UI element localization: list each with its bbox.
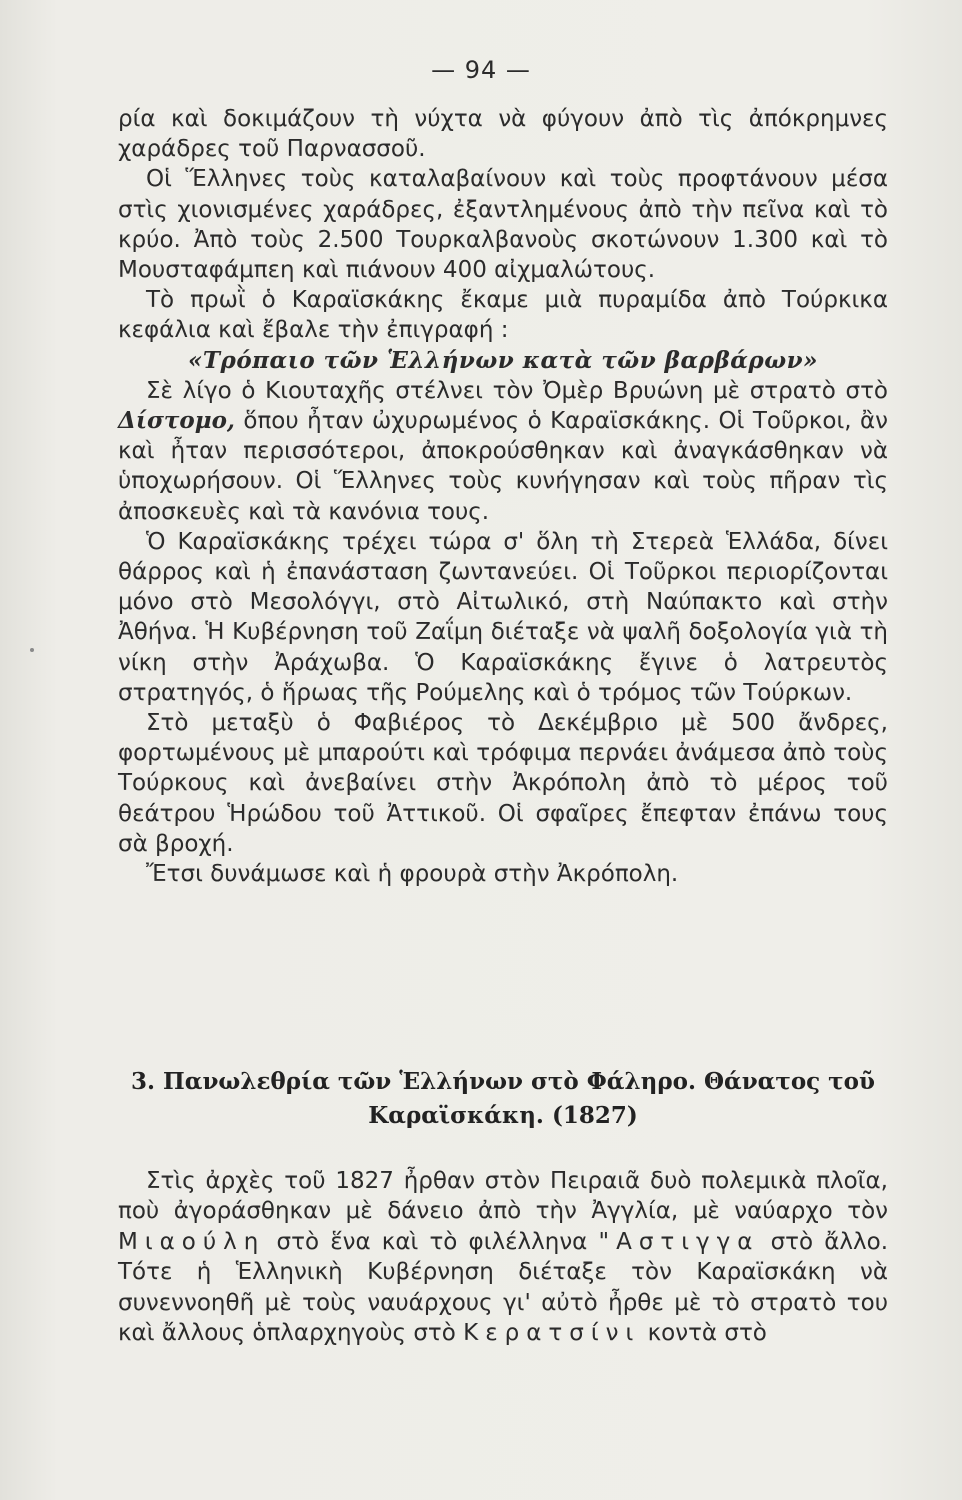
- section-text-a: Στὶς ἀρχὲς τοῦ 1827 ἦρθαν στὸν Πειραιᾶ δυὸ πολεμικὰ πλοῖα, ποὺ ἀγοράσθηκαν μὲ δάνειο ἀπὸ τὴν Ἀγγλία, μὲ ναύαρχο τὸν: [118, 1168, 888, 1225]
- section-body-text: [118, 1166, 888, 1348]
- section-heading: [118, 1065, 888, 1133]
- body-text: [118, 104, 888, 889]
- section-text-b: στὸ ἕνα καὶ τὸ φιλέλληνα: [276, 1228, 588, 1255]
- section-paragraph-1: [118, 1166, 888, 1348]
- paragraph-5: Ὁ Καραϊσκάκης τρέχει τώρα σ' ὅλη τὴ Στερεὰ Ἑλλάδα, δίνει θάρρος καὶ ἡ ἐπανάσταση ζωντανεύει. Οἱ Τοῦρκοι περιορίζονται μόνο στὸ Μεσολόγγι, στὸ Αἰτωλικό, στὴ Ναύπακτο καὶ στὴν Ἀθήνα. Ἡ Κυβέρνηση τοῦ Ζαΐμη διέταξε νὰ ψαλῆ δοξολογία γιὰ τὴ νίκη στὴν Ἀράχωβα. Ὁ Καραϊσκάκης ἔγινε ὁ λατρευτὸς στρατηγός, ὁ ἥρωας τῆς Ρούμελης καὶ ὁ τρόμος τῶν Τούρκων.: [118, 528, 888, 706]
- section-heading-line-2: Καραϊσκάκη. (1827): [368, 1102, 638, 1129]
- paragraph-7: Ἔτσι δυνάμωσε καὶ ἡ φρουρὰ στὴν Ἀκρόπολη.: [146, 861, 679, 888]
- paragraph-2: Οἱ Ἕλληνες τοὺς καταλαβαίνουν καὶ τοὺς προφτάνουν μέσα στὶς χιονισμένες χαράδρες, ἐξαντλημένους ἀπὸ τὴν πεῖνα καὶ τὸ κρύο. Ἀπὸ τοὺς 2.500 Τουρκαλβανοὺς σκοτώνουν 1.300 καὶ τὸ Μουσταφάμπεη καὶ πιάνουν 400 αἰχμαλώτους.: [118, 166, 888, 284]
- paragraph-4-start: Σὲ λίγο ὁ Κιουταχῆς στέλνει τὸν Ὀμὲρ Βρυώνη μὲ στρατὸ στὸ: [146, 377, 888, 404]
- margin-mark: [30, 648, 34, 652]
- section-heading-line-1: 3. Πανωλεθρία τῶν Ἑλλήνων στὸ Φάληρο. Θάνατος τοῦ: [131, 1068, 875, 1095]
- name-miaoulis: Μιαούλη: [118, 1228, 266, 1255]
- paragraph-6: Στὸ μεταξὺ ὁ Φαβιέρος τὸ Δεκέμβριο μὲ 500 ἄνδρες, φορτωμένους μὲ μπαρούτι καὶ τρόφιμα περνάει ἀνάμεσα ἀπὸ τοὺς Τούρκους καὶ ἀνεβαίνει στὴν Ἀκρόπολη ἀπὸ τὸ μέρος τοῦ θεάτρου Ἡρώδου τοῦ Ἀττικοῦ. Οἱ σφαῖρες ἔπεφταν ἐπάνω τους σὰ βροχή.: [118, 710, 888, 857]
- name-hastings: "Αστιγγα: [598, 1228, 760, 1255]
- paragraph-3: Τὸ πρωῒ ὁ Καραϊσκάκης ἔκαμε μιὰ πυραμίδα ἀπὸ Τούρκικα κεφάλια καὶ ἔβαλε τὴν ἐπιγραφή :: [118, 287, 888, 344]
- page-number: — 94 —: [431, 56, 531, 84]
- paragraph-4-end: ὅπου ἦταν ὠχυρωμένος ὁ Καραϊσκάκης. Οἱ Τοῦρκοι, ἂν καὶ ἦταν περισσότεροι, ἀποκρούσθηκαν καὶ ἀναγκάσθηκαν νὰ ὑποχωρήσουν. Οἱ Ἕλληνες τοὺς κυνήγησαν καὶ τοὺς πῆραν τὶς ἀποσκευὲς καὶ τὰ κανόνια τους.: [118, 408, 889, 525]
- epigraph: «Τρόπαιο τῶν Ἑλλήνων κατὰ τῶν βαρβάρων»: [188, 346, 818, 374]
- paragraph-1: ρία καὶ δοκιμάζουν τὴ νύχτα νὰ φύγουν ἀπὸ τὶς ἀπόκρημνες χαράδρες τοῦ Παρνασσοῦ.: [118, 106, 888, 163]
- paragraph-4: [118, 376, 888, 527]
- section-text-d: κοντὰ στὸ: [647, 1320, 767, 1347]
- section-text-c: στὸ ἄλλο. Τότε ἡ Ἑλληνικὴ Κυβέρνηση διέταξε τὸν Καραϊσκάκη νὰ συνεννοηθῆ μὲ τοὺς ναυάρχους γι' αὐτὸ ἦρθε μὲ τὸ στρατὸ του καὶ ἄλλους ὁπλαρχηγοὺς στὸ: [118, 1228, 889, 1347]
- place-distomo: Δίστομο,: [118, 407, 235, 435]
- place-keratsini: Κερατσίνι: [463, 1320, 641, 1347]
